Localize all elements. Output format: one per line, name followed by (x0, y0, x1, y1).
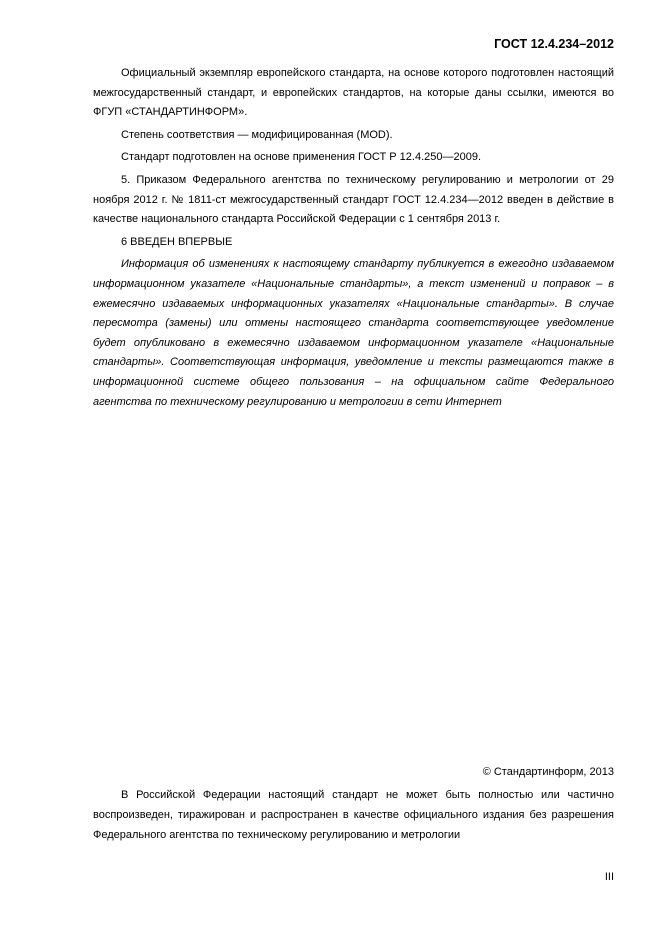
paragraph-order: 5. Приказом Федерального агентства по техническому регулированию и метрологии от 29 ноября 2012 г. № 1811-ст межгосударственный стандарт ГОСТ 12.4.234—2012 введен в действие в качестве национального стандарта Российской Федерации с 1 сентября 2013 г. (93, 173, 614, 226)
paragraph-introduced-first: 6 ВВЕДЕН ВПЕРВЫЕ (121, 235, 233, 248)
paragraph-conformity-degree: Степень соответствия — модифицированная (MOD). (121, 128, 393, 141)
paragraph-official-copy: Официальный экземпляр европейского стандарта, на основе которого подготовлен настоящий межгосударственный стандарт, и европейских стандартов, на которые даны ссылки, имеются во ФГУП «СТАНДАРТИНФОРМ». (93, 67, 614, 119)
reproduction-rights-notice: В Российской Федерации настоящий стандарт не может быть полностью или частично воспроизведен, тиражирован и распространен в качестве официального издания без разрешения Федерального агентства по техническому регулированию и метрологии (93, 789, 614, 841)
page-number: III (604, 871, 614, 883)
paragraph-changes-notice: Информация об изменениях к настоящему стандарту публикуется в ежегодно издаваемом информационном указателе «Национальные стандарты», а текст изменений и поправок – в ежемесячно издаваемых информационных указателях «Национальные стандарты». В случае пересмотра (замены) или отмены настоящего стандарта соответствующее уведомление будет опубликовано в ежемесячно издаваемом информационном указателе «Национальные стандарты». Соответствующая информация, уведомление и тексты размещаются также в информационной системе общего пользования – на официальном сайте Федерального агентства по техническому регулированию и метрологии в сети Интернет (93, 258, 614, 408)
copyright-line: © Стандартинформ, 2013 (482, 766, 614, 778)
paragraph-prepared-basis: Стандарт подготовлен на основе применения ГОСТ Р 12.4.250—2009. (121, 151, 482, 164)
document-code-header: ГОСТ 12.4.234–2012 (494, 37, 614, 51)
document-body (93, 64, 614, 412)
